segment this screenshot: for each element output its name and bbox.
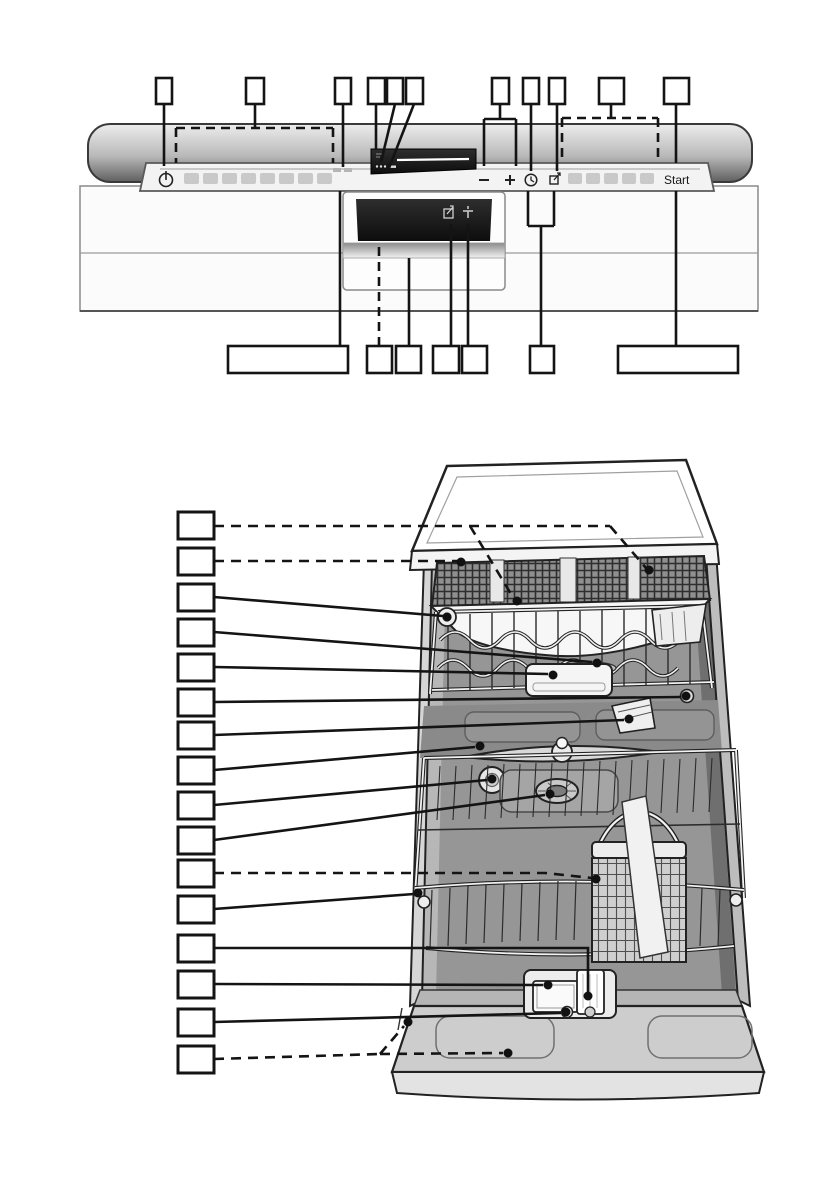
option-button	[640, 173, 654, 184]
callout-box	[178, 722, 214, 749]
option-button	[568, 173, 582, 184]
start-button-label: Start	[664, 173, 690, 187]
door-handle	[343, 243, 505, 258]
cup-shelf	[652, 604, 706, 646]
callout-box	[368, 78, 385, 104]
callout-box	[178, 584, 214, 611]
callout-box	[433, 346, 459, 373]
worktop	[410, 460, 719, 570]
callout-box	[462, 346, 487, 373]
callout-box	[387, 78, 403, 104]
callout-box	[156, 78, 172, 104]
callout-box	[664, 78, 689, 104]
display-segment-line	[397, 159, 469, 160]
drawer-divider	[490, 560, 504, 602]
door-front-display	[343, 192, 505, 290]
door-front-edge	[392, 1072, 764, 1100]
callout-boxes-left	[178, 512, 214, 1073]
rinse-aid-indicator-window	[344, 168, 352, 172]
callout-box	[178, 548, 214, 575]
callout-box	[178, 654, 214, 681]
callout-box	[178, 896, 214, 923]
callout-box	[178, 512, 214, 539]
program-button	[279, 173, 294, 184]
callout-box	[178, 619, 214, 646]
callout-box	[178, 860, 214, 887]
callout-box	[492, 78, 509, 104]
program-button	[184, 173, 199, 184]
dishwasher-interior-diagram	[178, 460, 764, 1100]
callout-box	[178, 971, 214, 998]
callout-box	[523, 78, 539, 104]
callout-box	[178, 757, 214, 784]
callout-box	[530, 346, 554, 373]
door-display	[356, 199, 492, 241]
option-button	[604, 173, 618, 184]
program-button	[298, 173, 313, 184]
callout-box	[367, 346, 392, 373]
option-buttons	[568, 173, 654, 184]
callout-box	[549, 78, 565, 104]
basket-roller	[418, 896, 430, 908]
salt-indicator-window	[333, 168, 341, 172]
callout-box	[396, 346, 421, 373]
callout-boxes-bottom	[228, 346, 738, 373]
basket-roller	[730, 894, 742, 906]
option-button	[586, 173, 600, 184]
callout-boxes-top	[156, 78, 689, 104]
program-button	[260, 173, 275, 184]
callout-box-wide	[228, 346, 348, 373]
option-button	[622, 173, 636, 184]
program-button	[203, 173, 218, 184]
callout-box	[178, 827, 214, 854]
program-button	[222, 173, 237, 184]
callout-box	[335, 78, 351, 104]
callout-box	[178, 1046, 214, 1073]
callout-box	[406, 78, 423, 104]
control-panel-diagram	[80, 78, 758, 373]
callout-box	[178, 1009, 214, 1036]
drawer-divider	[628, 557, 640, 599]
callout-box	[178, 689, 214, 716]
door-hinge-edge	[398, 1008, 402, 1030]
callout-box	[178, 935, 214, 962]
drawer-divider	[560, 558, 576, 602]
callout-box	[246, 78, 264, 104]
program-button	[317, 173, 332, 184]
callout-box-wide	[618, 346, 738, 373]
program-button	[241, 173, 256, 184]
callout-box	[178, 792, 214, 819]
callout-box	[599, 78, 624, 104]
main-display	[371, 149, 476, 174]
